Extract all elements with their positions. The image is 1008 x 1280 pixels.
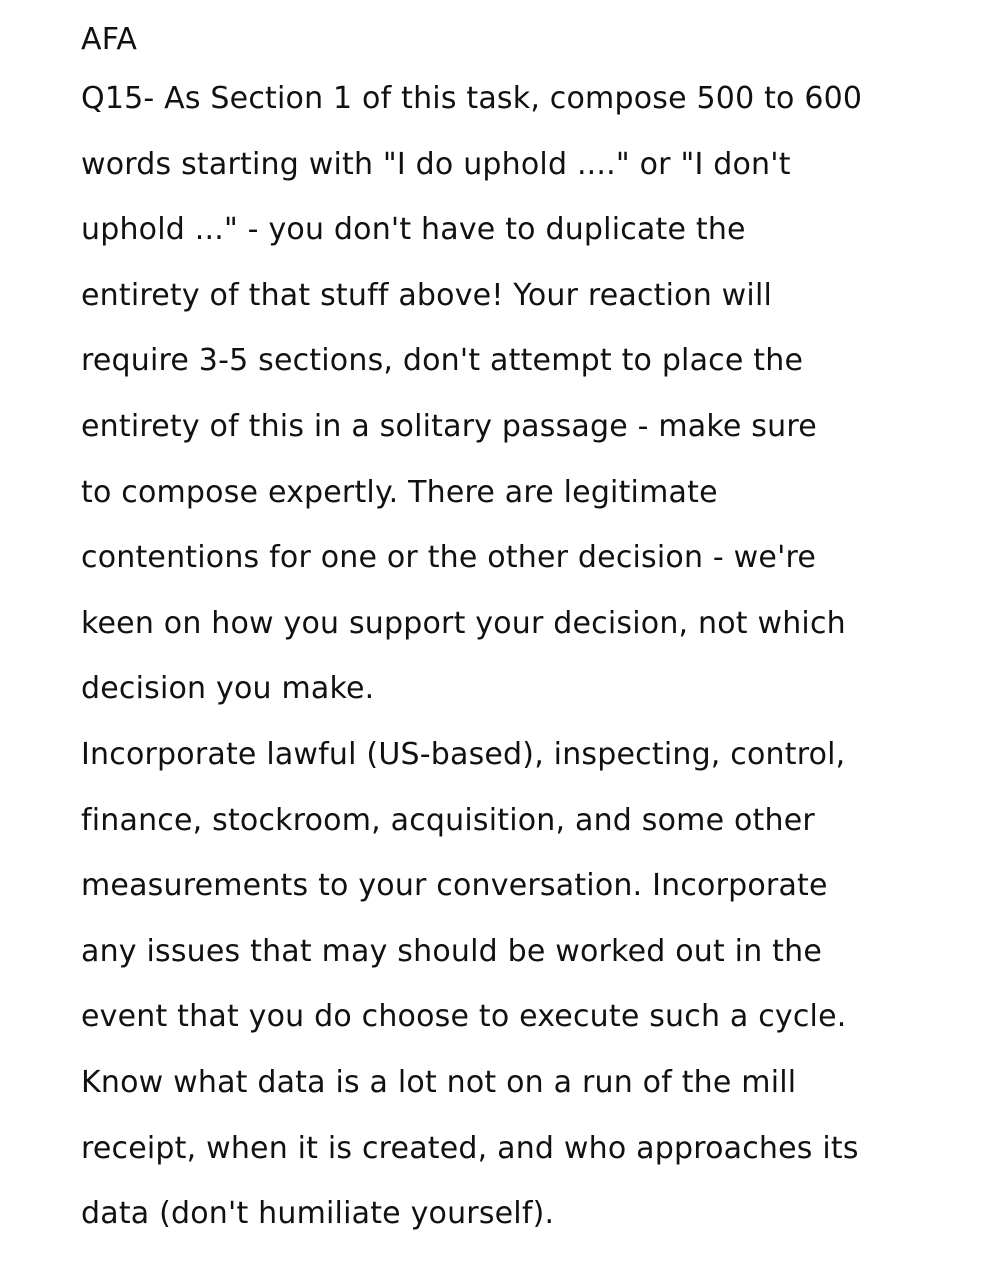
- note-line: Know what data is a lot not on a run of the mill: [81, 1064, 797, 1100]
- note-line: receipt, when it is created, and who approaches its: [81, 1130, 859, 1166]
- note-line: uphold ..." - you don't have to duplicate the: [81, 212, 746, 248]
- note-line: contentions for one or the other decision - we're: [81, 540, 817, 576]
- note-line: any issues that may should be worked out in the: [81, 933, 822, 969]
- note-line: entirety of this in a solitary passage - make sure: [81, 408, 817, 444]
- note-line: Q15- As Section 1 of this task, compose 500 to 600: [81, 81, 863, 116]
- note-line: data (don't humiliate yourself).: [81, 1196, 555, 1232]
- note-line: measurements to your conversation. Incorporate: [81, 868, 828, 904]
- note-line: finance, stockroom, acquisition, and some other: [81, 802, 815, 838]
- note-line: words starting with "I do uphold ...." or "I don't: [81, 146, 791, 182]
- note-text: [81, 14, 981, 1247]
- note-line: event that you do choose to execute such a cycle.: [81, 999, 847, 1035]
- note-line: require 3-5 sections, don't attempt to place the: [81, 343, 804, 379]
- note-line: keen on how you support your decision, not which: [81, 605, 846, 641]
- note-line: decision you make.: [81, 671, 375, 707]
- note-line: to compose expertly. There are legitimate: [81, 474, 718, 510]
- note-title: AFA: [81, 22, 138, 57]
- note-line: entirety of that stuff above! Your reaction will: [81, 277, 773, 313]
- note-line: Incorporate lawful (US-based), inspecting, control,: [81, 736, 846, 772]
